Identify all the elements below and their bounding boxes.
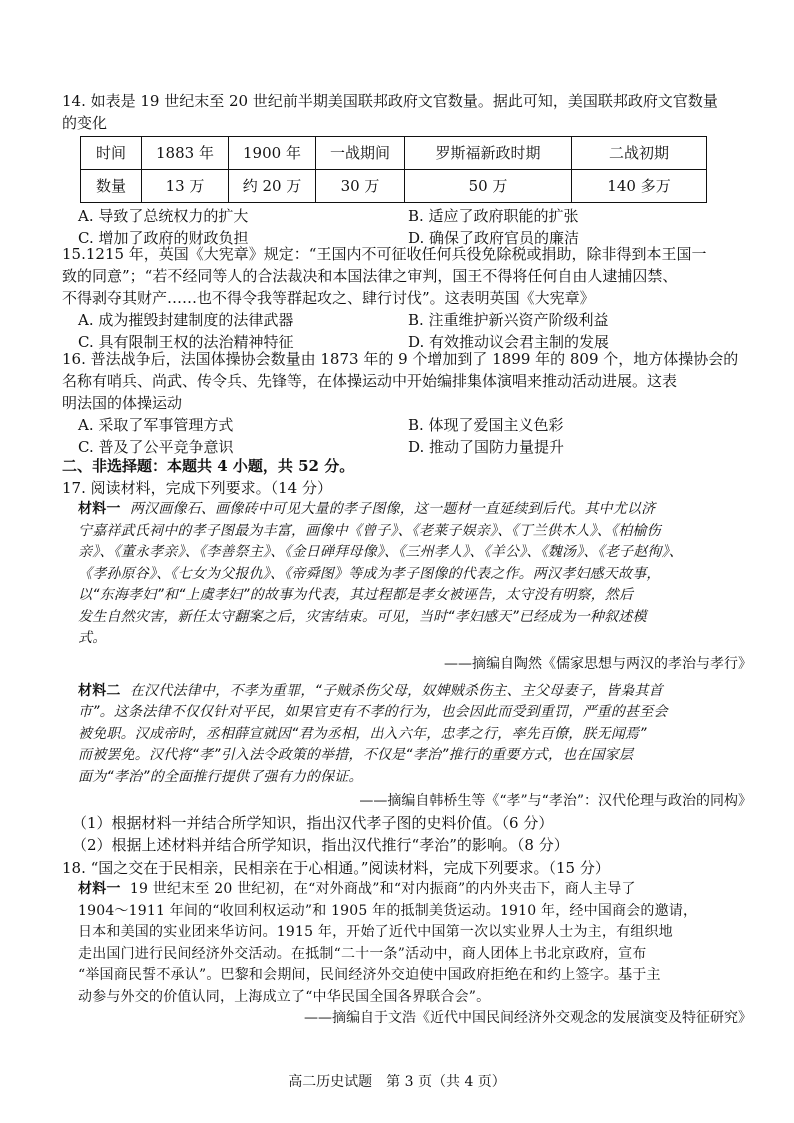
material-line: 以“东海孝妇”和“上虞孝妇”的故事为代表，其过程都是孝女被诬告，太守没有明察，然后 [78,587,634,603]
option-d: D. 有效推动议会君主制的发展 [408,333,610,351]
material-line: 被免职。汉成帝时，丞相薛宣就因“君为丞相，出入六年，忠孝之行，率先百僚，朕无闻焉” [78,725,647,742]
material-line: 日本和美国的实业团来华访问。1915 年，开始了近代中国第一次以实业界人士为主，有组织地 [78,924,673,940]
material-line: 在汉代法律中，不孝为重罪，“子贼杀伤父母，奴婢贼杀伤主、主父母妻子，皆枭其首 [129,682,663,699]
stem-line: 16. 普法战争后，法国体操协会数量由 1873 年的 9 个增加到了 1899 年的 809 个，地方体操协会的 [62,350,739,368]
table-cell: 50 万 [405,170,572,203]
option-c: C. 增加了政府的财政负担 [78,229,249,247]
question-15 [62,243,752,353]
question-16 [62,348,752,458]
question-15-options [78,309,752,353]
option-a: A. 导致了总统权力的扩大 [78,207,249,225]
option-c: C. 普及了公平竞争意识 [78,438,234,456]
table-cell: 30 万 [316,170,405,203]
table-cell: 13 万 [142,170,229,203]
material-line: 而被罢免。汉代将“孝”引入法令政策的举措，不仅是“孝治”推行的重要方式，也在国家层 [78,747,634,763]
question-14 [62,90,752,249]
material-1 [78,879,752,1008]
stem-line: 致的同意”；“若不经同等人的合法裁决和本国法律之审判，国王不得将任何自由人逮捕囚禁、 [62,267,678,285]
material-line: 面为“孝治”的全面推行提供了强有力的保证。 [78,768,363,785]
material-line: 市”。这条法律不仅仅针对平民，如果官吏有不孝的行为，也会因此而受到重罚，严重的甚至会 [78,704,668,720]
material-line: 发生自然灾害，新任太守翻案之后，灾害结束。可见，当时“孝妇感天”已经成为一种叙述模 [78,608,647,625]
table-cell: 时间 [81,137,142,170]
option-a: A. 采取了军事管理方式 [78,416,234,434]
material-source: ——摘编自于文浩《近代中国民间经济外交观念的发展演变及特征研究》 [304,1010,752,1026]
material-2 [78,681,752,789]
material-1 [78,499,752,650]
table-cell: 一战期间 [316,137,405,170]
question-16-options [78,414,752,458]
stem-line: 的变化 [62,114,108,132]
material-line: 式。 [78,630,107,646]
stem-line: 不得剥夺其财产……也不得令我等群起攻之、肆行讨伐”。这表明英国《大宪章》 [62,289,595,307]
material-line: 动参与外交的价值认同，上海成立了“中华民国全国各界联合会”。 [78,988,491,1005]
material-line: “举国商民誓不承认”。巴黎和会期间，民间经济外交迫使中国政府拒绝在和约上签字。基于主 [78,967,661,983]
option-c: C. 具有限制王权的法治精神特征 [78,333,294,351]
stem-line: 名称有哨兵、尚武、传令兵、先锋等，在体操运动中开始编排集体演唱来推动活动进展。这表 [62,372,678,390]
table-cell: 1900 年 [229,137,316,170]
table-cell: 1883 年 [142,137,229,170]
material-line: 1904～1911 年间的“收回利权运动”和 1905 年的抵制美货运动。1910 年，经中国商会的邀请， [78,902,698,919]
stem-line: 14. 如表是 19 世纪末至 20 世纪前半期美国联邦政府文官数量。据此可知，美国联邦政府文官数量 [62,92,718,110]
option-a: A. 成为摧毁封建制度的法律武器 [78,311,294,329]
material-label: 材料一 [78,501,121,517]
table-header-row [81,137,707,170]
question-14-stem [62,90,752,134]
question-16-stem [62,348,752,414]
option-d: D. 推动了国防力量提升 [408,438,565,456]
material-source: ——摘编自韩桥生等《“孝”与“孝治”：汉代伦理与政治的同构》 [359,793,752,809]
question-18-stem: 18. “国之交在于民相亲，民相亲在于心相通。”阅读材料，完成下列要求。（15 分） [62,859,610,877]
table-cell: 罗斯福新政时期 [405,137,572,170]
material-label: 材料二 [78,682,121,699]
material-line: 宁嘉祥武氏祠中的孝子图最为丰富，画像中《曾子》、《老莱子娱亲》、《丁兰供木人》、《柏榆伤 [78,522,661,539]
table-data-row [81,170,707,203]
material-line: 亲》、《董永孝亲》、《李善祭主》、《金日䃅拜母像》、《三州孝人》、《羊公》、《魏汤》、《老子赵徇》、 [78,544,683,560]
page-footer: 高二历史试题 第 3 页（共 4 页） [288,1074,506,1090]
material-line: 走出国门进行民间经济外交活动。在抵制“二十一条”活动中，商人团体上书北京政府，宣布 [78,945,647,962]
option-b: B. 适应了政府职能的扩张 [408,207,579,225]
material-line: 19 世纪末至 20 世纪初，在“对外商战”和“对内振商”的内外夹击下，商人主导了 [129,881,636,897]
civil-servant-table [80,136,707,203]
material-source: ——摘编自陶然《儒家思想与两汉的孝治与孝行》 [444,655,752,672]
option-d: D. 确保了政府官员的廉洁 [408,229,580,247]
table-cell: 约 20 万 [229,170,316,203]
sub-question-2: （2）根据上述材料并结合所学知识，指出汉代推行“孝治”的影响。（8 分） [72,836,569,854]
stem-line: 15.1215 年，英国《大宪章》规定：“王国内不可征收任何兵役免除税或捐助，除非得到本王国一 [62,245,707,263]
table-cell: 二战初期 [572,137,707,170]
option-b: B. 注重维护新兴资产阶级利益 [408,311,609,329]
stem-line: 明法国的体操运动 [62,394,183,412]
question-18 [62,857,752,1029]
sub-question-1: （1）根据材料一并结合所学知识，指出汉代孝子图的史料价值。（6 分） [72,814,554,832]
section-heading: 二、非选择题：本题共 4 小题，共 52 分。 [62,457,355,475]
question-17 [62,477,752,856]
question-17-stem: 17. 阅读材料，完成下列要求。（14 分） [62,479,332,497]
material-line: 两汉画像石、画像砖中可见大量的孝子图像，这一题材一直延续到后代。其中尤以济 [129,501,656,517]
material-line: 《孝孙原谷》、《七女为父报仇》、《帝舜图》等成为孝子图像的代表之作。两汉孝妇感天故事， [78,565,661,582]
table-cell: 数量 [81,170,142,203]
question-15-stem [62,243,752,309]
option-b: B. 体现了爱国主义色彩 [408,416,564,434]
material-label: 材料一 [78,881,121,897]
table-cell: 140 多万 [572,170,707,203]
